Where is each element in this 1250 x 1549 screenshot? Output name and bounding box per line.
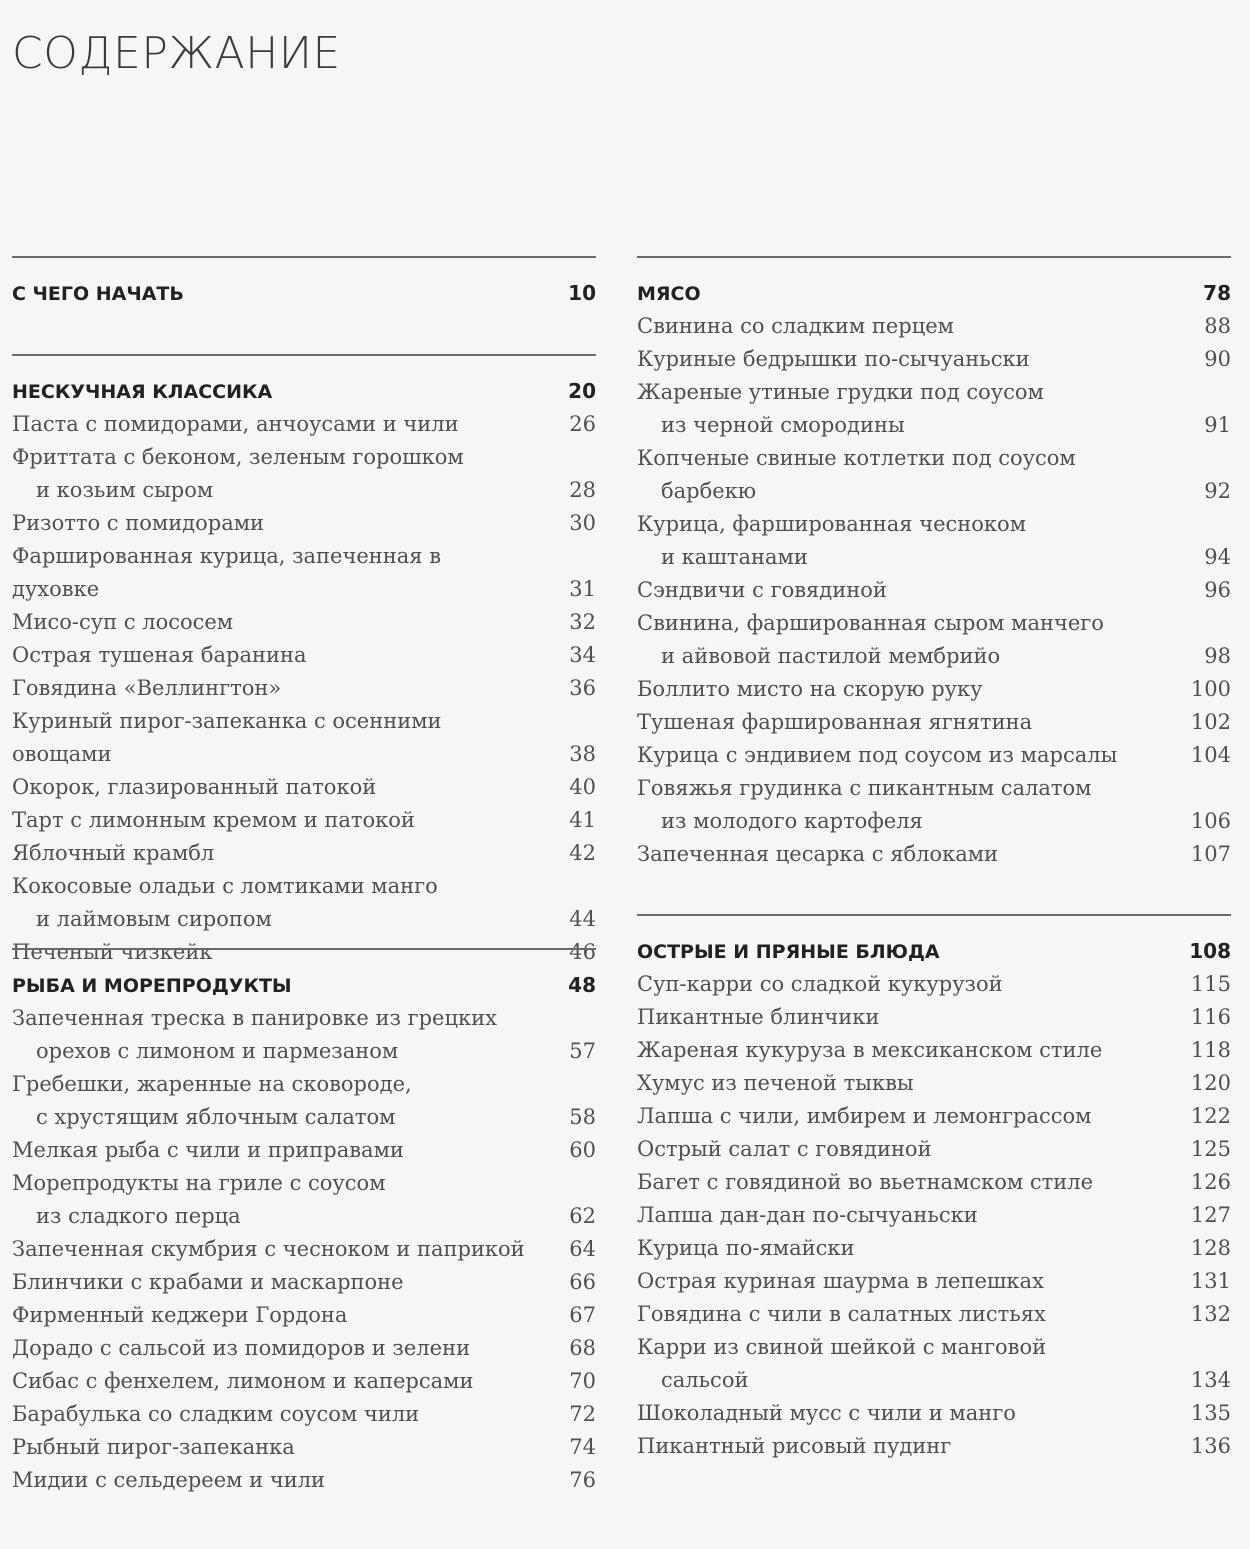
entry-title [12, 1233, 596, 1266]
entry-title-line: Мидии с сельдереем и чили [12, 1468, 326, 1492]
toc-entry[interactable] [12, 1365, 596, 1398]
entry-page-number: 122 [1190, 1104, 1231, 1128]
entry-title-line: с хрустящим яблочным салатом [36, 1105, 396, 1129]
entry-page-number: 106 [1190, 809, 1231, 833]
section [637, 256, 1231, 871]
toc-entry[interactable] [637, 1430, 1231, 1463]
entry-page-number: 127 [1190, 1203, 1231, 1227]
entry-page-number: 70 [569, 1369, 596, 1393]
entry-title-line: и козьим сыром [36, 478, 214, 502]
entry-title-line: и лаймовым сиропом [36, 907, 272, 931]
entry-title [637, 1298, 1231, 1331]
entry-title [637, 1001, 1231, 1034]
entry-title-line: Тарт с лимонным кремом и патокой [12, 808, 415, 832]
section-heading[interactable] [12, 375, 596, 408]
toc-entry[interactable] [12, 1299, 596, 1332]
section-divider [12, 354, 596, 356]
entry-page-number: 42 [569, 841, 596, 865]
toc-entry[interactable] [637, 508, 1231, 574]
entry-page-number: 38 [569, 742, 596, 766]
entry-title-line: Жареные утиные грудки под соусом [637, 380, 1044, 404]
entry-title [12, 705, 596, 771]
entry-title-line: Курица по-ямайски [637, 1236, 855, 1260]
entry-title [637, 343, 1231, 376]
entry-title [12, 837, 596, 870]
toc-entry[interactable] [12, 771, 596, 804]
entry-list [12, 408, 596, 969]
entry-title-line: Тушеная фаршированная ягнятина [637, 710, 1033, 734]
section-title: РЫБА И МОРЕПРОДУКТЫ [12, 975, 292, 997]
toc-entry[interactable] [637, 673, 1231, 706]
entry-title [12, 1167, 596, 1233]
entry-title-line: Говядина с чили в салатных листьях [637, 1302, 1046, 1326]
entry-title-line: орехов с лимоном и пармезаном [36, 1039, 399, 1063]
entry-title-line: Печеный чизкейк [12, 940, 213, 964]
toc-entry[interactable] [637, 1397, 1231, 1430]
entry-title [12, 804, 596, 837]
entry-title-line: Мисо-суп с лососем [12, 610, 234, 634]
entry-title [637, 1265, 1231, 1298]
toc-entry[interactable] [12, 1167, 596, 1233]
entry-title-line: Рыбный пирог-запеканка [12, 1435, 295, 1459]
toc-entry[interactable] [637, 343, 1231, 376]
section-title: МЯСО [637, 283, 701, 305]
entry-page-number: 134 [1190, 1368, 1231, 1392]
entry-title-line: сальсой [661, 1368, 749, 1392]
entry-page-number: 90 [1204, 347, 1231, 371]
entry-title-line: Курица, фаршированная чесноком [637, 512, 1027, 536]
entry-title [12, 507, 596, 540]
entry-title [637, 376, 1231, 442]
entry-page-number: 72 [569, 1402, 596, 1426]
entry-title-line: Сэндвичи с говядиной [637, 578, 887, 602]
section-heading[interactable] [637, 935, 1231, 968]
toc-entry[interactable] [12, 606, 596, 639]
entry-page-number: 100 [1190, 677, 1231, 701]
entry-title [12, 672, 596, 705]
entry-title-line: Свинина со сладким перцем [637, 314, 954, 338]
entry-title [12, 639, 596, 672]
entry-title [12, 540, 596, 606]
entry-page-number: 136 [1190, 1434, 1231, 1458]
toc-entry[interactable] [12, 672, 596, 705]
entry-title-line: из молодого картофеля [661, 809, 923, 833]
toc-entry[interactable] [12, 1398, 596, 1431]
entry-page-number: 135 [1190, 1401, 1231, 1425]
entry-page-number: 107 [1190, 842, 1231, 866]
entry-title [637, 1034, 1231, 1067]
entry-page-number: 62 [569, 1204, 596, 1228]
entry-title [637, 838, 1231, 871]
toc-entry[interactable] [637, 706, 1231, 739]
section [12, 948, 596, 1497]
entry-title-line: Курица с эндивием под соусом из марсалы [637, 743, 1118, 767]
toc-entry[interactable] [637, 1265, 1231, 1298]
entry-page-number: 74 [569, 1435, 596, 1459]
entry-title-line: Свинина, фаршированная сыром манчего [637, 611, 1104, 635]
toc-entry[interactable] [637, 1298, 1231, 1331]
toc-entry[interactable] [637, 1232, 1231, 1265]
toc-entry[interactable] [12, 1068, 596, 1134]
toc-entry[interactable] [12, 1266, 596, 1299]
entry-title [637, 706, 1231, 739]
entry-list [637, 310, 1231, 871]
entry-title-line: Запеченная скумбрия с чесноком и паприкой [12, 1237, 525, 1261]
toc-entry[interactable] [637, 1100, 1231, 1133]
section-title: НЕСКУЧНАЯ КЛАССИКА [12, 381, 273, 403]
entry-title-line: Боллито мисто на скорую руку [637, 677, 983, 701]
section [637, 914, 1231, 1463]
entry-title-line: Куриный пирог-запеканка с осенними овощами [12, 709, 442, 766]
entry-title [637, 442, 1231, 508]
entry-title-line: Барабулька со сладким соусом чили [12, 1402, 420, 1426]
entry-title [637, 310, 1231, 343]
entry-page-number: 46 [569, 940, 596, 964]
toc-entry[interactable] [12, 1431, 596, 1464]
toc-entry[interactable] [637, 1166, 1231, 1199]
entry-title-line: Окорок, глазированный патокой [12, 775, 377, 799]
toc-entry[interactable] [637, 574, 1231, 607]
entry-title-line: Кокосовые оладьи с ломтиками манго [12, 874, 438, 898]
entry-page-number: 102 [1190, 710, 1231, 734]
entry-title-line: Пикантный рисовый пудинг [637, 1434, 952, 1458]
entry-title [637, 1232, 1231, 1265]
entry-title [637, 1331, 1231, 1397]
entry-title [637, 1430, 1231, 1463]
entry-page-number: 36 [569, 676, 596, 700]
entry-title-line: Острая куриная шаурма в лепешках [637, 1269, 1044, 1293]
entry-title-line: барбекю [661, 479, 757, 503]
entry-page-number: 26 [569, 412, 596, 436]
toc-entry[interactable] [637, 739, 1231, 772]
entry-title [12, 1464, 596, 1497]
entry-title-line: Мелкая рыба с чили и приправами [12, 1138, 404, 1162]
entry-title-line: Гребешки, жаренные на сковороде, [12, 1072, 412, 1096]
toc-entry[interactable] [637, 1331, 1231, 1397]
toc-entry[interactable] [637, 838, 1231, 871]
entry-title [637, 1199, 1231, 1232]
entry-title-line: Паста с помидорами, анчоусами и чили [12, 412, 459, 436]
entry-title [12, 870, 596, 936]
entry-title [12, 1002, 596, 1068]
toc-entry[interactable] [12, 408, 596, 441]
entry-list [12, 1002, 596, 1497]
section [12, 354, 596, 969]
toc-entry[interactable] [12, 705, 596, 771]
entry-title [637, 1067, 1231, 1100]
toc-entry[interactable] [637, 1133, 1231, 1166]
entry-title-line: Морепродукты на гриле с соусом [12, 1171, 386, 1195]
toc-entry[interactable] [637, 1199, 1231, 1232]
entry-page-number: 57 [569, 1039, 596, 1063]
entry-page-number: 92 [1204, 479, 1231, 503]
page-title: СОДЕРЖАНИЕ [12, 28, 341, 79]
section-page-number: 10 [568, 281, 596, 305]
entry-title-line: Фриттата с беконом, зеленым горошком [12, 445, 464, 469]
entry-title-line: из сладкого перца [36, 1204, 241, 1228]
entry-page-number: 104 [1190, 743, 1231, 767]
entry-title-line: Куриные бедрышки по-сычуаньски [637, 347, 1030, 371]
section-title: ОСТРЫЕ И ПРЯНЫЕ БЛЮДА [637, 941, 940, 963]
entry-page-number: 40 [569, 775, 596, 799]
entry-title-line: Ризотто с помидорами [12, 511, 265, 535]
entry-page-number: 120 [1190, 1071, 1231, 1095]
entry-title [12, 771, 596, 804]
entry-title [12, 1068, 596, 1134]
section-heading[interactable] [637, 277, 1231, 310]
section [12, 256, 596, 310]
entry-page-number: 96 [1204, 578, 1231, 602]
toc-entry[interactable] [12, 507, 596, 540]
toc-entry[interactable] [637, 1067, 1231, 1100]
toc-entry[interactable] [637, 968, 1231, 1001]
entry-title-line: Сибас с фенхелем, лимоном и каперсами [12, 1369, 474, 1393]
entry-title-line: Фаршированная курица, запеченная в духовке [12, 544, 442, 601]
entry-title-line: Копченые свиные котлетки под соусом [637, 446, 1076, 470]
entry-page-number: 132 [1190, 1302, 1231, 1326]
entry-title-line: и каштанами [661, 545, 808, 569]
entry-title [637, 574, 1231, 607]
entry-page-number: 116 [1190, 1005, 1231, 1029]
entry-list [637, 968, 1231, 1463]
entry-title-line: Острый салат с говядиной [637, 1137, 932, 1161]
section-heading[interactable] [12, 277, 596, 310]
entry-title-line: Лапша дан-дан по-сычуаньски [637, 1203, 978, 1227]
toc-entry[interactable] [12, 870, 596, 936]
entry-title-line: Блинчики с крабами и маскарпоне [12, 1270, 404, 1294]
entry-page-number: 91 [1204, 413, 1231, 437]
toc-entry[interactable] [637, 310, 1231, 343]
entry-title-line: Запеченная треска в панировке из грецких [12, 1006, 497, 1030]
section-title: С ЧЕГО НАЧАТЬ [12, 283, 184, 305]
entry-title [637, 1100, 1231, 1133]
toc-entry[interactable] [12, 1464, 596, 1497]
entry-title-line: Карри из свиной шейкой с манговой [637, 1335, 1047, 1359]
entry-title [12, 606, 596, 639]
entry-title [637, 673, 1231, 706]
toc-entry[interactable] [12, 540, 596, 606]
entry-page-number: 67 [569, 1303, 596, 1327]
toc-entry[interactable] [12, 441, 596, 507]
entry-page-number: 94 [1204, 545, 1231, 569]
toc-entry[interactable] [12, 1332, 596, 1365]
entry-title [637, 508, 1231, 574]
toc-entry[interactable] [637, 607, 1231, 673]
entry-title-line: Лапша с чили, имбирем и лемонграссом [637, 1104, 1092, 1128]
entry-page-number: 31 [569, 577, 596, 601]
entry-title [637, 1133, 1231, 1166]
entry-title [12, 1266, 596, 1299]
section-divider [12, 256, 596, 258]
entry-title-line: Дорадо с сальсой из помидоров и зелени [12, 1336, 471, 1360]
entry-title [12, 1134, 596, 1167]
toc-entry[interactable] [637, 442, 1231, 508]
toc-entry[interactable] [637, 1034, 1231, 1067]
toc-entry[interactable] [12, 1233, 596, 1266]
entry-title [12, 1398, 596, 1431]
entry-title [637, 968, 1231, 1001]
entry-page-number: 118 [1190, 1038, 1231, 1062]
entry-title-line: Запеченная цесарка с яблоками [637, 842, 999, 866]
entry-page-number: 125 [1190, 1137, 1231, 1161]
section-divider [637, 256, 1231, 258]
entry-title-line: Шоколадный мусс с чили и манго [637, 1401, 1016, 1425]
section-heading[interactable] [12, 969, 596, 1002]
entry-title [12, 1299, 596, 1332]
entry-page-number: 131 [1190, 1269, 1231, 1293]
toc-entry[interactable] [637, 376, 1231, 442]
entry-title [12, 1365, 596, 1398]
entry-title [637, 1397, 1231, 1430]
entry-title [637, 607, 1231, 673]
entry-title [637, 1166, 1231, 1199]
section-page-number: 20 [568, 379, 596, 403]
entry-page-number: 76 [569, 1468, 596, 1492]
entry-title-line: Суп-карри со сладкой кукурузой [637, 972, 1003, 996]
section-page-number: 48 [568, 973, 596, 997]
entry-title-line: Жареная кукуруза в мексиканском стиле [637, 1038, 1103, 1062]
entry-page-number: 34 [569, 643, 596, 667]
toc-entry[interactable] [12, 837, 596, 870]
entry-title-line: Говядина «Веллингтон» [12, 676, 282, 700]
entry-page-number: 32 [569, 610, 596, 634]
entry-page-number: 98 [1204, 644, 1231, 668]
section-page-number: 78 [1203, 281, 1231, 305]
entry-title [12, 1431, 596, 1464]
entry-title-line: и айвовой пастилой мембрийо [661, 644, 1001, 668]
toc-entry[interactable] [637, 1001, 1231, 1034]
section-divider [637, 914, 1231, 916]
entry-page-number: 88 [1204, 314, 1231, 338]
toc-entry[interactable] [12, 1002, 596, 1068]
entry-page-number: 28 [569, 478, 596, 502]
entry-title-line: Пикантные блинчики [637, 1005, 880, 1029]
entry-page-number: 30 [569, 511, 596, 535]
toc-entry[interactable] [12, 804, 596, 837]
entry-page-number: 115 [1190, 972, 1231, 996]
toc-entry[interactable] [12, 1134, 596, 1167]
entry-title-line: из черной смородины [661, 413, 905, 437]
entry-title-line: Острая тушеная баранина [12, 643, 307, 667]
entry-page-number: 64 [569, 1237, 596, 1261]
entry-title-line: Яблочный крамбл [12, 841, 215, 865]
entry-page-number: 68 [569, 1336, 596, 1360]
entry-title-line: Фирменный кеджери Гордона [12, 1303, 348, 1327]
entry-title [12, 441, 596, 507]
entry-title [637, 772, 1231, 838]
entry-page-number: 66 [569, 1270, 596, 1294]
entry-page-number: 126 [1190, 1170, 1231, 1194]
entry-page-number: 41 [569, 808, 596, 832]
entry-title-line: Говяжья грудинка с пикантным салатом [637, 776, 1092, 800]
entry-page-number: 58 [569, 1105, 596, 1129]
entry-title-line: Багет с говядиной во вьетнамском стиле [637, 1170, 1094, 1194]
entry-title [12, 408, 596, 441]
toc-entry[interactable] [637, 772, 1231, 838]
entry-title [637, 739, 1231, 772]
section-divider [12, 948, 596, 950]
entry-title-line: Хумус из печеной тыквы [637, 1071, 914, 1095]
section-page-number: 108 [1189, 939, 1231, 963]
entry-page-number: 60 [569, 1138, 596, 1162]
entry-title [12, 1332, 596, 1365]
entry-page-number: 44 [569, 907, 596, 931]
entry-page-number: 128 [1190, 1236, 1231, 1260]
toc-entry[interactable] [12, 639, 596, 672]
